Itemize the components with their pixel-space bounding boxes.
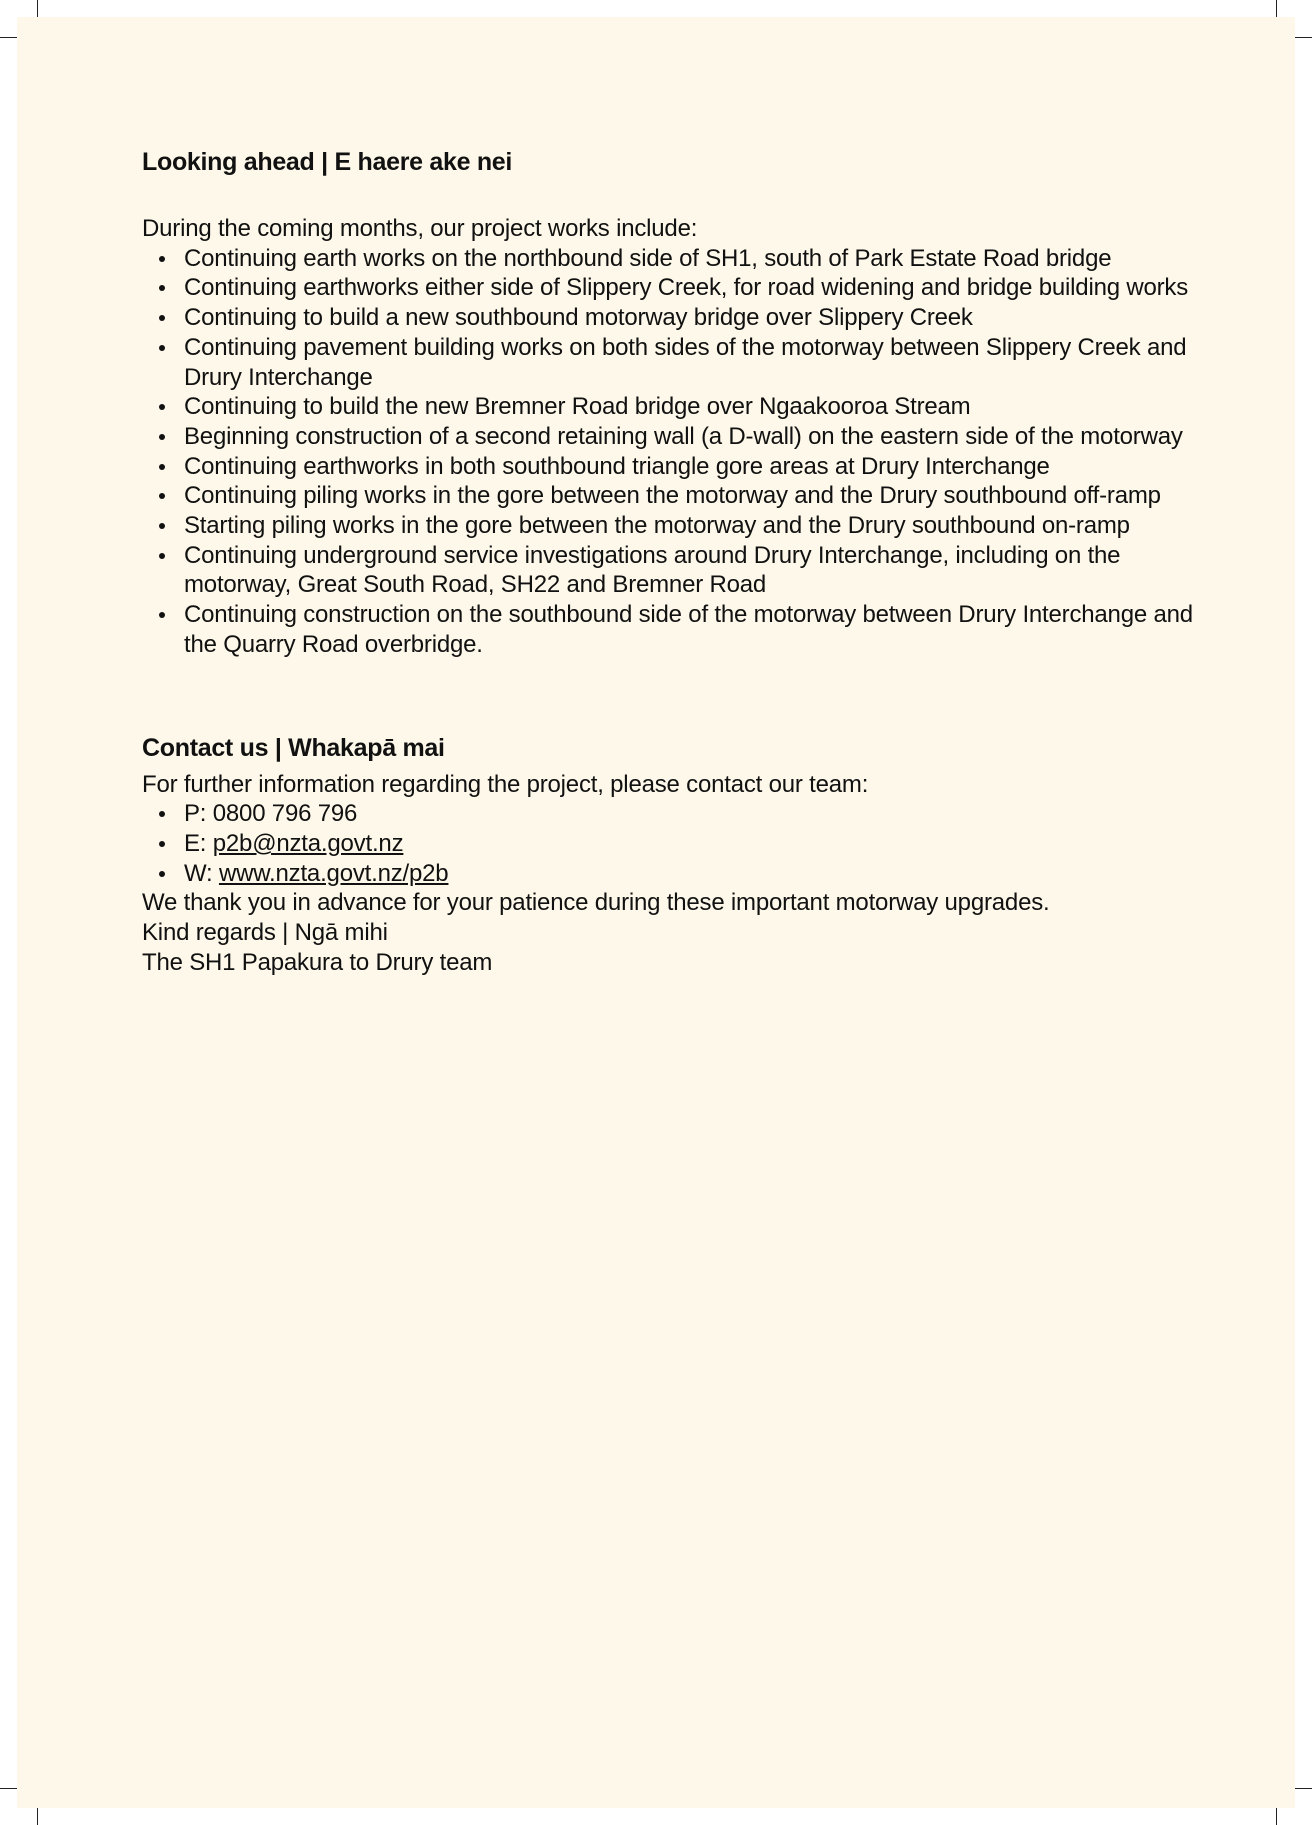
- crop-mark: [0, 1788, 17, 1789]
- looking-ahead-heading: Looking ahead | E haere ake nei: [142, 148, 513, 176]
- section-spacer: [142, 660, 1222, 726]
- phone-number: 0800 796 796: [212, 800, 358, 828]
- document-content: [142, 140, 1222, 977]
- contact-web: [184, 859, 1222, 889]
- list-item: Continuing underground service investigations around Drury Interchange, including on the motorway, Great South Road, SH22 and Bremner Road: [184, 541, 1222, 600]
- list-item: Beginning construction of a second retaining wall (a D-wall) on the eastern side of the motorway: [184, 422, 1222, 452]
- phone-prefix: P:: [184, 800, 213, 828]
- list-item: Continuing construction on the southbound side of the motorway between Drury Interchange and the Quarry Road overbridge.: [184, 600, 1222, 659]
- signoff-text: The SH1 Papakura to Drury team: [142, 948, 493, 976]
- contact-heading: Contact us | Whakapā mai: [142, 733, 445, 762]
- contact-list: [142, 799, 1222, 888]
- looking-ahead-section: [142, 140, 1222, 660]
- looking-ahead-intro: During the coming months, our project works include:: [142, 215, 698, 242]
- web-prefix: W:: [184, 859, 219, 887]
- list-item: Continuing pavement building works on both sides of the motorway between Slippery Creek and Drury Interchange: [184, 333, 1222, 392]
- list-item: Continuing to build the new Bremner Road bridge over Ngaakooroa Stream: [184, 392, 1222, 422]
- email-prefix: E:: [184, 829, 213, 857]
- thanks-text: We thank you in advance for your patience during these important motorway upgrades.: [142, 889, 1050, 917]
- contact-email: [184, 829, 1222, 859]
- list-item: Continuing to build a new southbound motorway bridge over Slippery Creek: [184, 303, 1222, 333]
- list-item: Continuing earth works on the northbound side of SH1, south of Park Estate Road bridge: [184, 244, 1222, 274]
- list-item: Continuing piling works in the gore between the motorway and the Drury southbound off-ramp: [184, 481, 1222, 511]
- list-item: Starting piling works in the gore between the motorway and the Drury southbound on-ramp: [184, 511, 1222, 541]
- crop-mark: [37, 0, 38, 17]
- crop-mark: [1295, 1788, 1312, 1789]
- regards-text: Kind regards | Ngā mihi: [142, 919, 388, 947]
- works-list: [142, 244, 1222, 660]
- list-item: Continuing earthworks in both southbound triangle gore areas at Drury Interchange: [184, 452, 1222, 482]
- contact-phone: [184, 799, 1222, 829]
- website-link[interactable]: www.nzta.govt.nz/p2b: [218, 859, 449, 887]
- contact-section: [142, 726, 1222, 978]
- crop-mark: [0, 37, 17, 38]
- email-link[interactable]: p2b@nzta.govt.nz: [212, 829, 404, 857]
- crop-mark: [37, 1808, 38, 1825]
- crop-mark: [1276, 1808, 1277, 1825]
- contact-intro: For further information regarding the project, please contact our team:: [142, 770, 869, 798]
- crop-mark: [1295, 37, 1312, 38]
- crop-mark: [1276, 0, 1277, 17]
- list-item: Continuing earthworks either side of Slippery Creek, for road widening and bridge building works: [184, 273, 1222, 303]
